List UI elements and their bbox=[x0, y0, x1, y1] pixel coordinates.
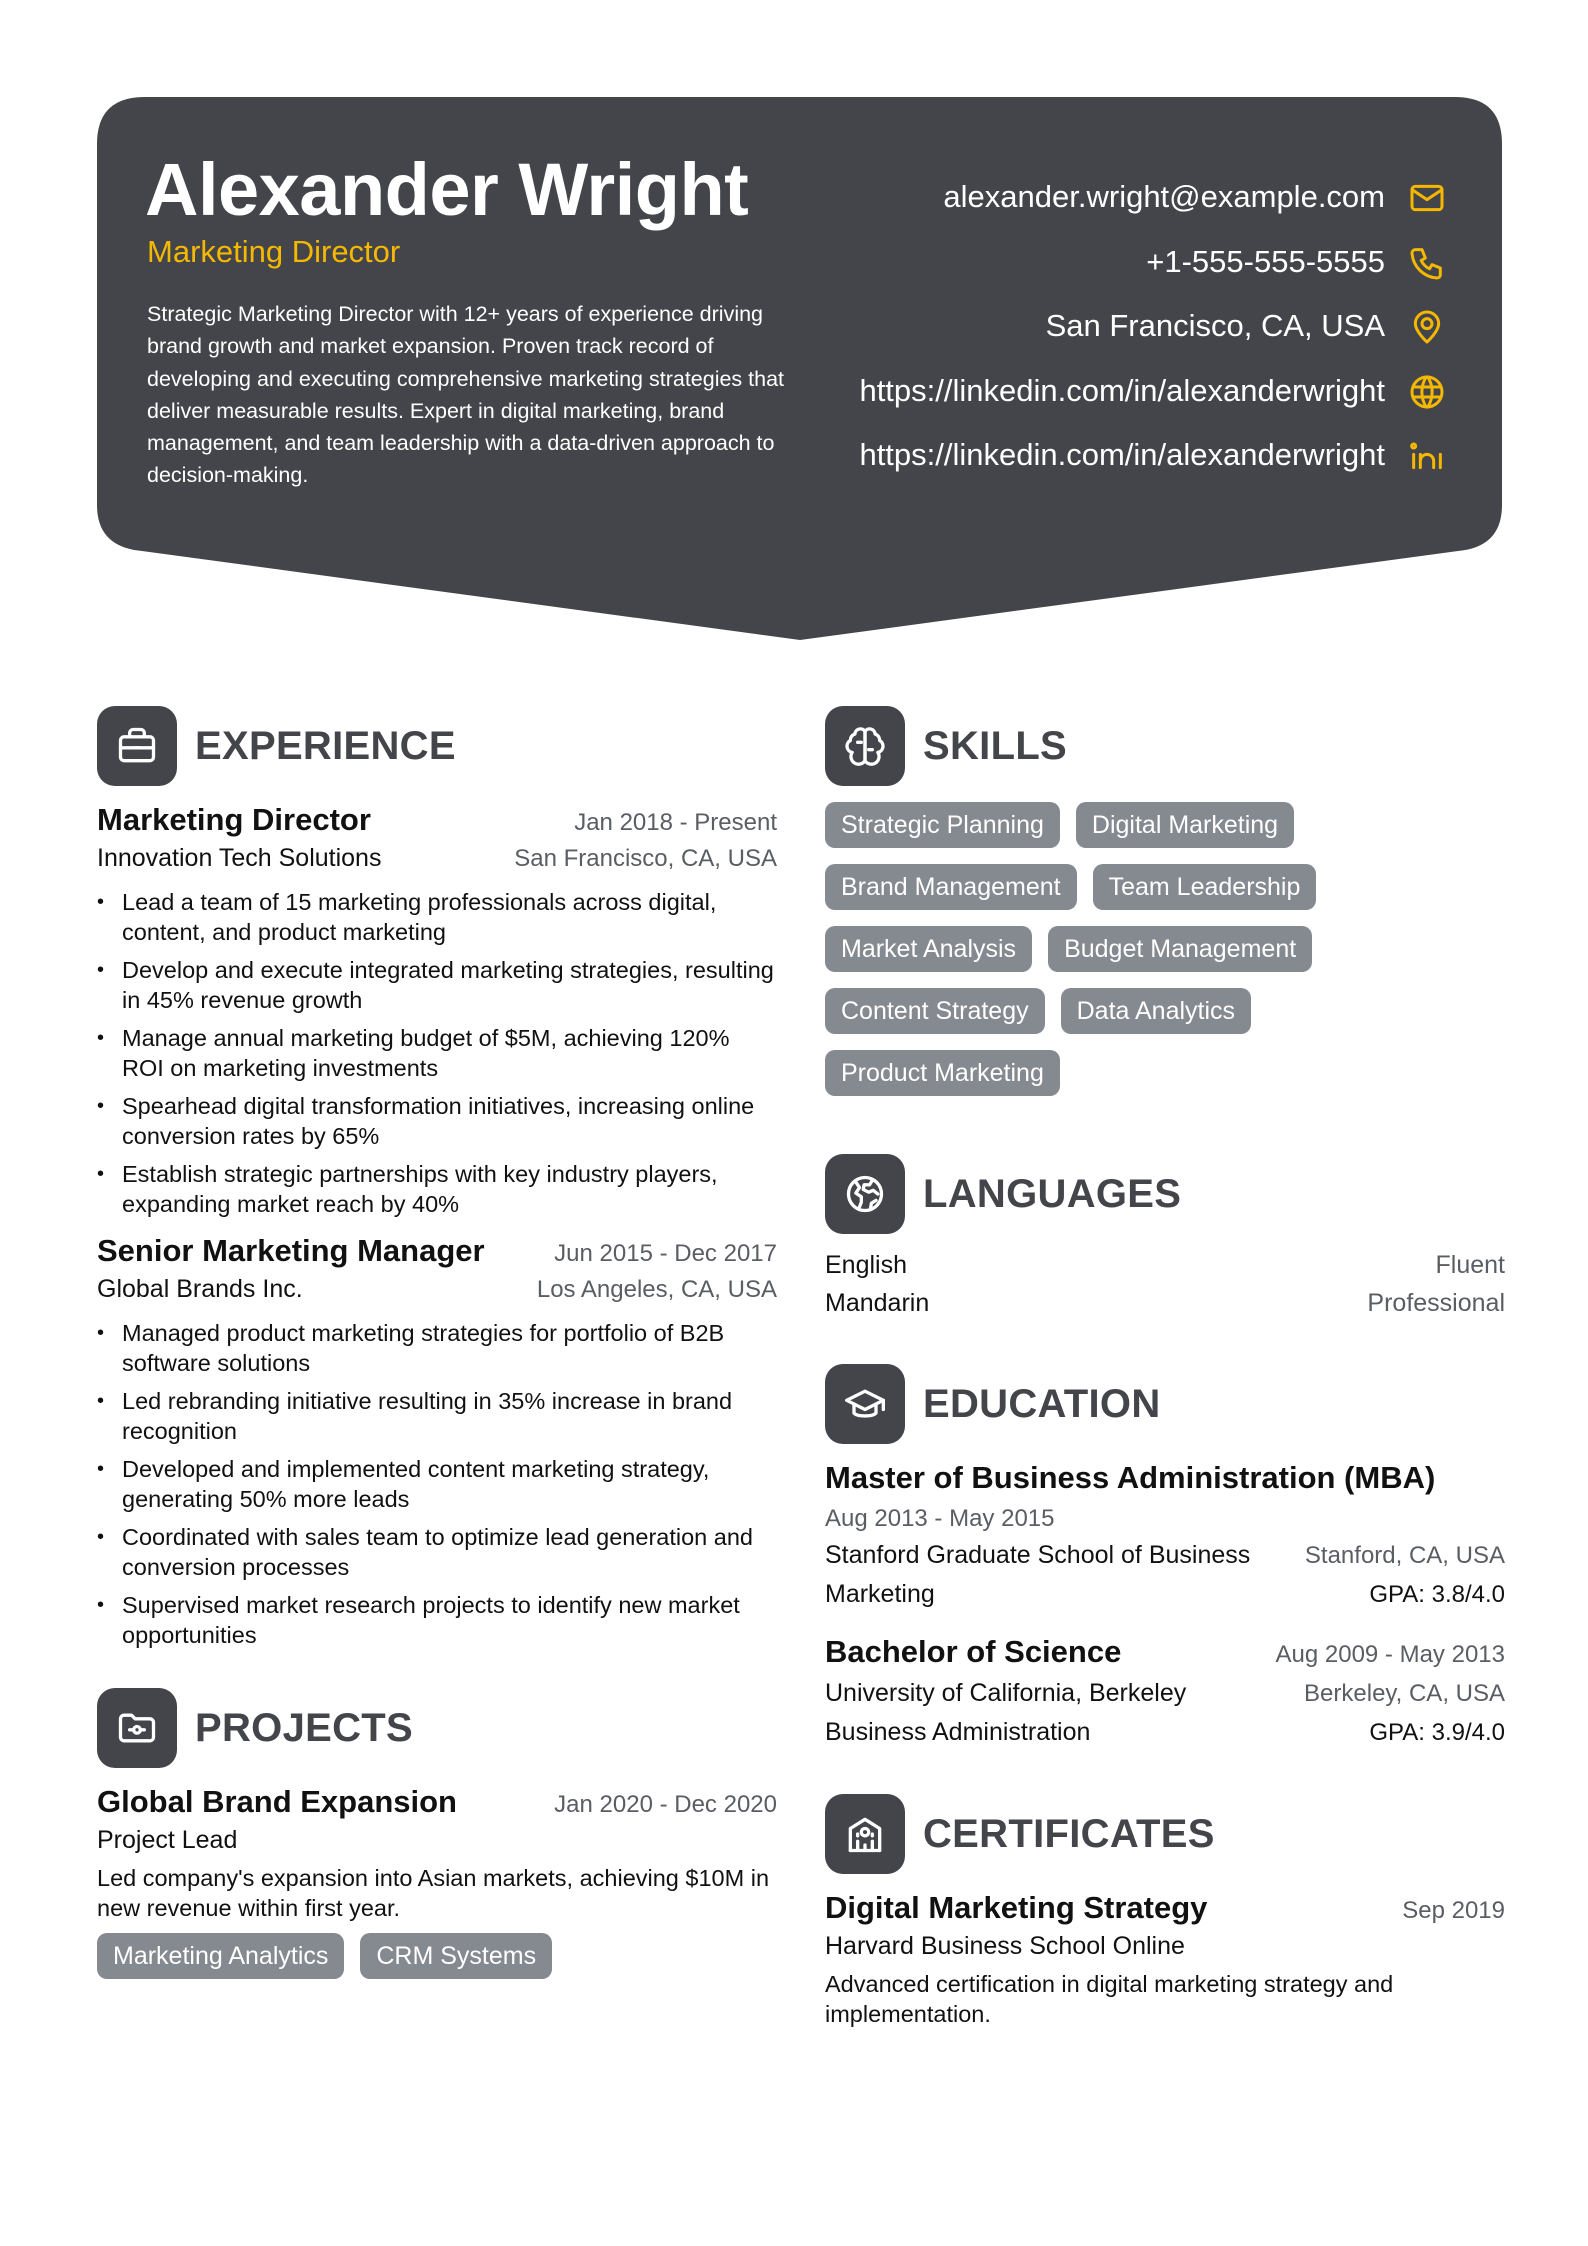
website-text: https://linkedin.com/in/alexanderwright bbox=[859, 372, 1385, 408]
globe-network-icon bbox=[825, 1154, 905, 1234]
certificates-section-header bbox=[825, 1794, 1505, 1874]
gpa: GPA: 3.8/4.0 bbox=[1369, 1581, 1505, 1608]
languages-heading: LANGUAGES bbox=[923, 1171, 1182, 1216]
phone-icon bbox=[1407, 243, 1447, 283]
profile-summary: Strategic Marketing Director with 12+ years of experience driving brand growth and market expansion. Proven track record of developing and executing comprehensive marketing strategies that deliver measurable results. Expert in digital marketing, brand management, and team leadership with a data-driven approach to decision-making. bbox=[147, 302, 785, 488]
left-column bbox=[97, 706, 777, 1995]
education-section-header bbox=[825, 1364, 1505, 1444]
education-dates: Aug 2009 - May 2013 bbox=[1275, 1641, 1505, 1668]
job-dates: Jan 2018 - Present bbox=[574, 809, 777, 836]
skills-row bbox=[825, 802, 1505, 864]
job-location: San Francisco, CA, USA bbox=[514, 845, 777, 872]
job-bullet: • Coordinated with sales team to optimize lead generation and conversion processes bbox=[97, 1522, 777, 1582]
project-dates: Jan 2020 - Dec 2020 bbox=[554, 1791, 777, 1818]
folder-icon bbox=[97, 1688, 177, 1768]
experience-section-header bbox=[97, 706, 777, 786]
company-name: Innovation Tech Solutions bbox=[97, 844, 382, 872]
job-bullet: • Develop and execute integrated marketing strategies, resulting in 45% revenue growth bbox=[97, 955, 777, 1015]
skill-tag: Strategic Planning bbox=[825, 802, 1060, 848]
education-entry bbox=[825, 1634, 1505, 1752]
skill-tag: Product Marketing bbox=[825, 1050, 1060, 1096]
project-tag: Marketing Analytics bbox=[97, 1933, 344, 1979]
skill-tag: Content Strategy bbox=[825, 988, 1045, 1034]
skills-row bbox=[825, 926, 1505, 988]
gpa: GPA: 3.9/4.0 bbox=[1369, 1719, 1505, 1746]
email-text: alexander.wright@example.com bbox=[943, 179, 1385, 214]
field-of-study: Business Administration bbox=[825, 1718, 1091, 1746]
phone-text: +1-555-555-5555 bbox=[1146, 243, 1385, 279]
language-name: English bbox=[825, 1251, 907, 1279]
education-dates: Aug 2013 - May 2015 bbox=[825, 1505, 1055, 1532]
company-name: Global Brands Inc. bbox=[97, 1275, 303, 1303]
degree-title: Master of Business Administration (MBA) bbox=[825, 1460, 1436, 1495]
project-role: Project Lead bbox=[97, 1826, 238, 1854]
skills-row bbox=[825, 864, 1505, 926]
languages-section-header bbox=[825, 1154, 1505, 1234]
briefcase-icon bbox=[97, 706, 177, 786]
project-entry bbox=[97, 1784, 777, 1995]
job-title: Marketing Director bbox=[97, 802, 371, 837]
linkedin-icon bbox=[1407, 436, 1447, 476]
globe-icon bbox=[1407, 372, 1447, 412]
institution-icon bbox=[825, 1794, 905, 1874]
job-title: Senior Marketing Manager bbox=[97, 1233, 485, 1268]
school-name: Stanford Graduate School of Business bbox=[825, 1541, 1251, 1569]
project-tags bbox=[97, 1933, 777, 1995]
certificate-description: Advanced certification in digital marketing strategy and implementation. bbox=[825, 1971, 1394, 2027]
job-bullets bbox=[97, 887, 777, 1219]
candidate-name: Alexander Wright bbox=[145, 148, 749, 231]
language-level: Professional bbox=[1367, 1289, 1505, 1317]
project-description: Led company's expansion into Asian markets, achieving $10M in new revenue within first year. bbox=[97, 1865, 770, 1921]
certificate-title: Digital Marketing Strategy bbox=[825, 1890, 1208, 1925]
education-heading: EDUCATION bbox=[923, 1381, 1161, 1426]
school-location: Stanford, CA, USA bbox=[1304, 1542, 1505, 1569]
school-name: University of California, Berkeley bbox=[825, 1679, 1187, 1707]
education-entry bbox=[825, 1460, 1505, 1614]
language-row bbox=[825, 1246, 1505, 1284]
job-location: Los Angeles, CA, USA bbox=[536, 1276, 777, 1303]
contact-email[interactable] bbox=[727, 178, 1447, 243]
job-bullet: • Supervised market research projects to identify new market opportunities bbox=[97, 1590, 777, 1650]
location-pin-icon bbox=[1407, 307, 1447, 347]
experience-heading: EXPERIENCE bbox=[195, 723, 456, 768]
contact-list bbox=[727, 178, 1447, 501]
skill-tag: Data Analytics bbox=[1061, 988, 1251, 1034]
skill-tag: Brand Management bbox=[825, 864, 1077, 910]
job-bullet: • Lead a team of 15 marketing professionals across digital, content, and product marketing bbox=[97, 887, 777, 947]
job-bullet: • Led rebranding initiative resulting in 35% increase in brand recognition bbox=[97, 1386, 777, 1446]
job-bullets bbox=[97, 1318, 777, 1650]
job-dates: Jun 2015 - Dec 2017 bbox=[554, 1240, 777, 1267]
contact-location bbox=[727, 307, 1447, 372]
language-level: Fluent bbox=[1435, 1251, 1505, 1279]
contact-website[interactable] bbox=[727, 372, 1447, 437]
project-tag: CRM Systems bbox=[360, 1933, 552, 1979]
skill-tag: Budget Management bbox=[1048, 926, 1312, 972]
contact-linkedin[interactable] bbox=[727, 436, 1447, 501]
languages-list bbox=[825, 1246, 1505, 1322]
brain-icon bbox=[825, 706, 905, 786]
language-row bbox=[825, 1284, 1505, 1322]
graduation-cap-icon bbox=[825, 1364, 905, 1444]
certificate-issuer: Harvard Business School Online bbox=[825, 1932, 1185, 1960]
skills-list bbox=[825, 802, 1505, 1112]
skills-row bbox=[825, 988, 1505, 1050]
contact-phone[interactable] bbox=[727, 243, 1447, 308]
job-bullet: • Spearhead digital transformation initiatives, increasing online conversion rates by 65% bbox=[97, 1091, 777, 1151]
job-bullet: • Establish strategic partnerships with key industry players, expanding market reach by 40% bbox=[97, 1159, 777, 1219]
location-text: San Francisco, CA, USA bbox=[1045, 308, 1385, 343]
candidate-title: Marketing Director bbox=[147, 234, 401, 269]
job-bullet: • Managed product marketing strategies for portfolio of B2B software solutions bbox=[97, 1318, 777, 1378]
certificate-entry bbox=[825, 1890, 1505, 2029]
linkedin-text: https://linkedin.com/in/alexanderwright bbox=[859, 437, 1385, 472]
skill-tag: Digital Marketing bbox=[1076, 802, 1294, 848]
skills-section-header bbox=[825, 706, 1505, 786]
skill-tag: Market Analysis bbox=[825, 926, 1032, 972]
job-bullet: • Manage annual marketing budget of $5M, achieving 120% ROI on marketing investments bbox=[97, 1023, 777, 1083]
certificate-date: Sep 2019 bbox=[1402, 1897, 1505, 1924]
skills-row bbox=[825, 1050, 1505, 1112]
school-location: Berkeley, CA, USA bbox=[1304, 1680, 1505, 1707]
skill-tag: Team Leadership bbox=[1093, 864, 1317, 910]
experience-entry bbox=[97, 802, 777, 1219]
skills-heading: SKILLS bbox=[923, 723, 1068, 768]
field-of-study: Marketing bbox=[825, 1580, 935, 1608]
project-title: Global Brand Expansion bbox=[97, 1784, 457, 1819]
degree-title: Bachelor of Science bbox=[825, 1634, 1122, 1669]
right-column bbox=[825, 706, 1505, 2029]
mail-icon bbox=[1407, 178, 1447, 218]
language-name: Mandarin bbox=[825, 1289, 930, 1317]
projects-heading: PROJECTS bbox=[195, 1705, 414, 1750]
experience-entry bbox=[97, 1233, 777, 1650]
projects-section-header bbox=[97, 1688, 777, 1768]
job-bullet: • Developed and implemented content marketing strategy, generating 50% more leads bbox=[97, 1454, 777, 1514]
resume-header bbox=[145, 150, 1495, 520]
certificates-heading: CERTIFICATES bbox=[923, 1811, 1215, 1856]
